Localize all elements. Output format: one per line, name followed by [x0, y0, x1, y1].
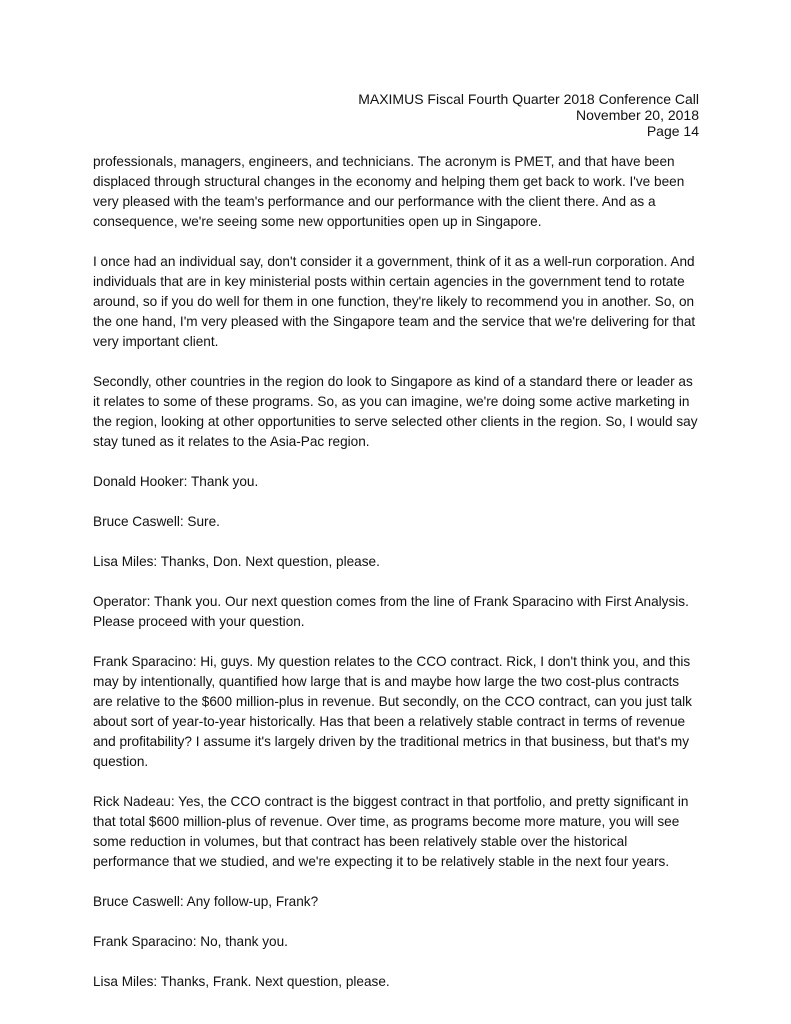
transcript-paragraph — [93, 512, 713, 532]
text-line: some reduction in volumes, but that contract has been relatively stable over the historical — [93, 834, 628, 849]
transcript-paragraph — [93, 552, 713, 572]
text-line: are relative to the $600 million-plus in revenue. But secondly, on the CCO contract, can you just talk — [93, 694, 692, 709]
text-line: Operator: Thank you. Our next question comes from the line of Frank Sparacino with First Analysis. — [93, 594, 689, 609]
transcript-paragraph — [93, 592, 713, 632]
transcript-paragraph — [93, 972, 713, 992]
text-line: Secondly, other countries in the region do look to Singapore as kind of a standard there or leader as — [93, 374, 693, 389]
transcript-paragraph — [93, 152, 713, 232]
text-line: very important client. — [93, 334, 219, 349]
transcript-paragraph — [93, 892, 713, 912]
text-line: may by intentionally, quantified how large that is and maybe how large the two cost-plus contracts — [93, 674, 680, 689]
text-line: Lisa Miles: Thanks, Don. Next question, please. — [93, 554, 380, 569]
text-line: Please proceed with your question. — [93, 614, 305, 629]
text-line: performance that we studied, and we're expecting it to be relatively stable in the next four years. — [93, 854, 670, 869]
transcript-paragraph — [93, 792, 713, 872]
text-line: about sort of year-to-year historically. Has that been a relatively stable contract in terms of revenue — [93, 714, 686, 729]
text-line: it relates to some of these programs. So, as you can imagine, we're doing some active marketing in — [93, 394, 690, 409]
text-line: Donald Hooker: Thank you. — [93, 474, 259, 489]
text-line: and profitability? I assume it's largely driven by the traditional metrics in that business, but that's my — [93, 734, 690, 749]
text-line: Rick Nadeau: Yes, the CCO contract is the biggest contract in that portfolio, and pretty significant in — [93, 794, 689, 809]
transcript-paragraph — [93, 372, 713, 452]
text-line: Bruce Caswell: Any follow-up, Frank? — [93, 894, 319, 909]
text-line: stay tuned as it relates to the Asia-Pac region. — [93, 434, 370, 449]
page-header — [358, 91, 699, 139]
transcript-body — [93, 152, 713, 1012]
text-line: around, so if you do well for them in one function, they're likely to recommend you in another. So, on — [93, 294, 695, 309]
text-line: question. — [93, 754, 149, 769]
transcript-paragraph — [93, 652, 713, 772]
document-title: MAXIMUS Fiscal Fourth Quarter 2018 Conference Call — [358, 91, 699, 107]
transcript-paragraph — [93, 932, 713, 952]
text-line: the region, looking at other opportunities to serve selected other clients in the region. So, I would say — [93, 414, 698, 429]
page-number: Page 14 — [646, 123, 699, 139]
text-line: I once had an individual say, don't consider it a government, think of it as a well-run corporation. And — [93, 254, 695, 269]
text-line: individuals that are in key ministerial posts within certain agencies in the government tend to rotate — [93, 274, 685, 289]
text-line: Lisa Miles: Thanks, Frank. Next question, please. — [93, 974, 390, 989]
text-line: displaced through structural changes in the economy and helping them get back to work. I've been — [93, 174, 685, 189]
text-line: Bruce Caswell: Sure. — [93, 514, 220, 529]
text-line: Frank Sparacino: Hi, guys. My question relates to the CCO contract. Rick, I don't think you, and this — [93, 654, 691, 669]
text-line: Frank Sparacino: No, thank you. — [93, 934, 288, 949]
text-line: very pleased with the team's performance and our performance with the client there. And as a — [93, 194, 656, 209]
transcript-paragraph — [93, 252, 713, 352]
text-line: professionals, managers, engineers, and technicians. The acronym is PMET, and that have been — [93, 154, 675, 169]
text-line: that total $600 million-plus of revenue. Over time, as programs become more mature, you will see — [93, 814, 680, 829]
text-line: the one hand, I'm very pleased with the Singapore team and the service that we're delivering for that — [93, 314, 696, 329]
document-date: November 20, 2018 — [576, 107, 699, 123]
transcript-paragraph — [93, 472, 713, 492]
text-line: consequence, we're seeing some new opportunities open up in Singapore. — [93, 214, 542, 229]
